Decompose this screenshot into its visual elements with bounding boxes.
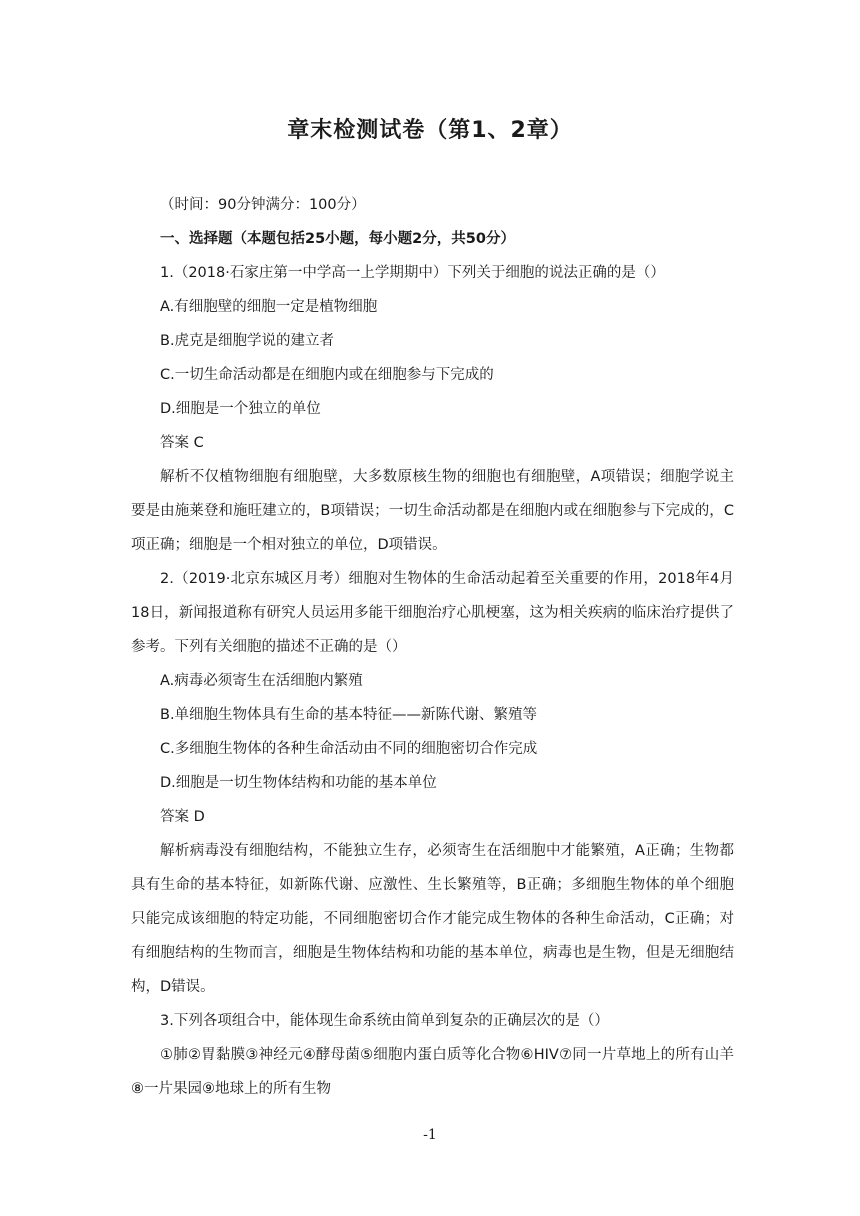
- question-items: ①肺②胃黏膜③神经元④酵母菌⑤细胞内蛋白质等化合物⑥HIV⑦同一片草地上的所有山羊⑧一片果园⑨地球上的所有生物: [131, 1047, 734, 1097]
- option-a: A.有细胞壁的细胞一定是植物细胞: [160, 299, 378, 315]
- question-stem: 3.下列各项组合中，能体现生命系统由简单到复杂的正确层次的是（）: [160, 1013, 609, 1029]
- option-d: D.细胞是一个独立的单位: [160, 401, 321, 417]
- option-d: D.细胞是一切生物体结构和功能的基本单位: [160, 775, 437, 791]
- page-number: -1: [423, 1127, 437, 1143]
- option-c: C.多细胞生物体的各种生命活动由不同的细胞密切合作完成: [160, 741, 538, 757]
- question-2: [131, 562, 734, 1004]
- question-stem: 1.（2018·石家庄第一中学高一上学期期中）下列关于细胞的说法正确的是（）: [160, 265, 665, 281]
- section-heading: 一、选择题（本题包括25小题，每小题2分，共50分）: [160, 231, 515, 247]
- document-body: [131, 188, 734, 1106]
- option-b: B.单细胞生物体具有生命的基本特征——新陈代谢、繁殖等: [160, 707, 538, 723]
- explanation: 解析不仅植物细胞有细胞壁，大多数原核生物的细胞也有细胞壁，A项错误；细胞学说主要是由施莱登和施旺建立的，B项错误；一切生命活动都是在细胞内或在细胞参与下完成的，C项正确；细胞是一个相对独立的单位，D项错误。: [131, 469, 734, 553]
- document-title: 章末检测试卷（第1、2章）: [287, 118, 573, 143]
- exam-info: （时间：90分钟满分：100分）: [160, 197, 366, 213]
- answer: 答案 D: [160, 809, 205, 825]
- option-b: B.虎克是细胞学说的建立者: [160, 333, 335, 349]
- option-c: C.一切生命活动都是在细胞内或在细胞参与下完成的: [160, 367, 494, 383]
- question-3: [131, 1004, 734, 1106]
- answer: 答案 C: [160, 435, 204, 451]
- question-1: [131, 256, 734, 562]
- option-a: A.病毒必须寄生在活细胞内繁殖: [160, 673, 363, 689]
- question-stem: 2.（2019·北京东城区月考）细胞对生物体的生命活动起着至关重要的作用，2018年4月18日，新闻报道称有研究人员运用多能干细胞治疗心肌梗塞，这为相关疾病的临床治疗提供了参考。下列有关细胞的描述不正确的是（）: [131, 571, 734, 655]
- explanation: 解析病毒没有细胞结构，不能独立生存，必须寄生在活细胞中才能繁殖，A正确；生物都具有生命的基本特征，如新陈代谢、应激性、生长繁殖等，B正确；多细胞生物体的单个细胞只能完成该细胞的特定功能，不同细胞密切合作才能完成生物体的各种生命活动，C正确；对有细胞结构的生物而言，细胞是生物体结构和功能的基本单位，病毒也是生物，但是无细胞结构，D错误。: [131, 843, 734, 995]
